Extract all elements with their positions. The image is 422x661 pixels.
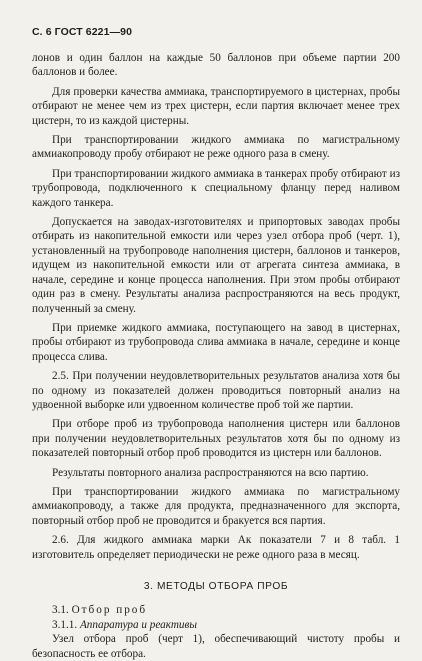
section-title: 3. МЕТОДЫ ОТБОРА ПРОБ (143, 581, 289, 592)
subsection-3-1-number: 3.1. (52, 604, 69, 617)
subsection-3-1-title: Отбор проб (71, 604, 148, 617)
paragraph-sampling-unit: Узел отбора проб (черт 1), обеспечивающий чистоту пробы и безопасность ее отбора. (32, 633, 400, 660)
paragraph-2-6: 2.6. Для жидкого аммиака марки Ак показатели 7 и 8 табл. 1 изготовитель определяет периодически не реже одного раза в месяц. (32, 534, 400, 561)
document-body (32, 51, 400, 661)
paragraph-tankers: При транспортировании жидкого аммиака в танкерах пробу отбирают из трубопровода, подключенного к специальному фланцу перед наливом каждого танкера. (32, 167, 400, 209)
paragraph-2-5: 2.5. При получении неудовлетворительных результатов анализа хотя бы по одному из показателей должен проводиться повторный анализ на удвоенной выборке или удвоенном количестве проб той же партии. (32, 370, 400, 411)
paragraph-retest-results: Результаты повторного анализа распространяются на всю партию. (52, 466, 369, 479)
subsection-3-1-1-number: 3.1.1. (52, 618, 78, 631)
page-header: С. 6 ГОСТ 6221—90 (32, 26, 133, 38)
subsection-3-1-1-title: Аппаратура и реактивы (79, 618, 197, 631)
paragraph-continuation: лонов и один баллон на каждые 50 баллонов при объеме партии 200 баллонов и более. (32, 52, 400, 79)
paragraph-export: При транспортировании жидкого аммиака по магистральному аммиакопроводу, а также для продукта, предназначенного для экспорта, повторный отбор проб не проводится и бракуется вся партия. (32, 485, 400, 527)
paragraph-retest: При отборе проб из трубопровода наполнения цистерн или баллонов при получении неудовлетворительных результатов хотя бы по одному из показателей повторный отбор проб проводится из цистерн или баллонов. (32, 418, 400, 460)
paragraph-pipeline: При транспортировании жидкого аммиака по магистральному аммиакопроводу пробу отбирают не реже одного раза в смену. (32, 134, 400, 161)
paragraph-acceptance: При приемке жидкого аммиака, поступающего на завод в цистернах, пробы отбирают из трубопровода слива аммиака в начале, середине и конце процесса слива. (32, 321, 400, 363)
paragraph-tank-cars: Для проверки качества аммиака, транспортируемого в цистернах, пробы отбирают не менее чем из трех цистерн, если партия включает менее трех цистерн, то из каждой цистерны. (32, 85, 400, 127)
paragraph-sampling-node: Допускается на заводах-изготовителях и припортовых заводах пробы отбирать из накопительной емкости или через узел отбора проб (черт. 1), установленный на трубопроводе наполнения цистерн, баллонов и танкеров, идущем из накопительной емкости или от агрегата синтеза аммиака, в начале, середине и конце процесса наполнения. При этом пробы отбирают один раз в смену. Результаты анализа распространяются на весь продукт, полученный за смену. (32, 216, 400, 315)
subsection-3-1-1 (32, 618, 400, 632)
subsection-3-1 (32, 603, 400, 617)
